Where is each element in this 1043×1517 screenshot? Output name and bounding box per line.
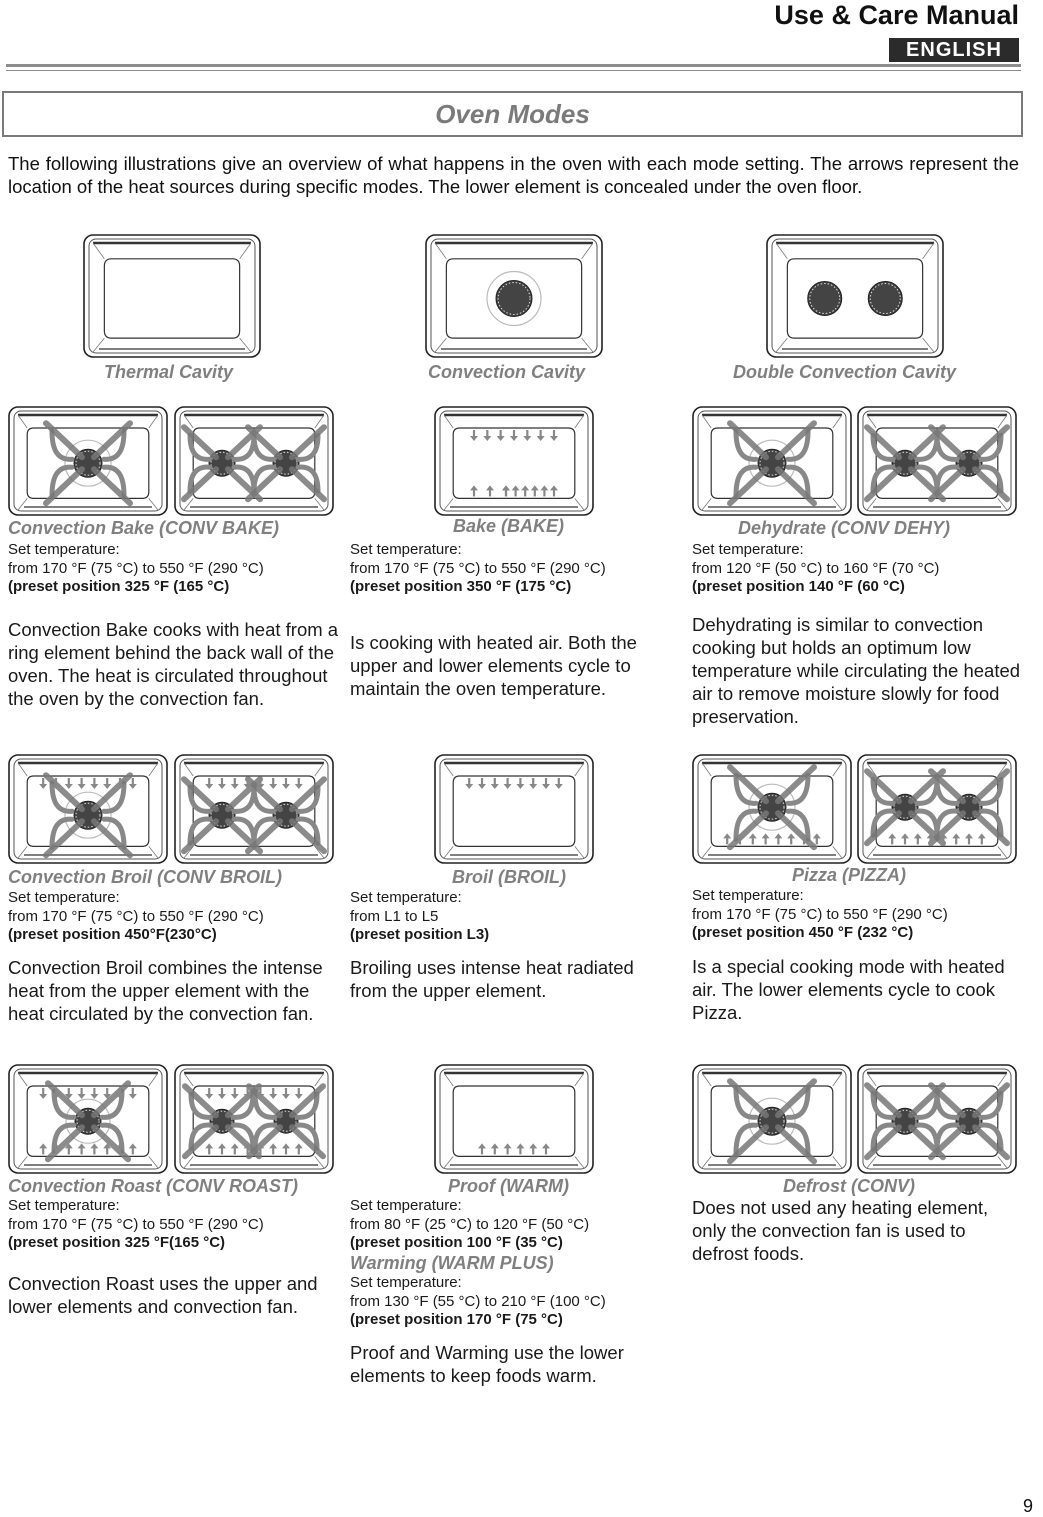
- set-temperature-label: Set temperature:: [692, 541, 804, 558]
- mode-settings: [8, 541, 338, 597]
- temperature-range: from 170 °F (75 °C) to 550 °F (290 °C): [8, 1215, 264, 1233]
- mode-title: Convection Broil (CONV BROIL): [8, 867, 282, 887]
- oven-illustration: [434, 754, 594, 864]
- preset-position: (preset position 325 °F(165 °C): [8, 1234, 226, 1251]
- mode-settings: [8, 1197, 338, 1253]
- set-temperature-label: Set temperature:: [350, 889, 462, 906]
- cavity-caption: Thermal Cavity: [104, 362, 234, 382]
- document-title: Use & Care Manual: [774, 0, 1019, 30]
- oven-illustration: [692, 754, 852, 864]
- fan-icon: [868, 281, 902, 315]
- oven-illustration: [766, 234, 944, 358]
- mode-title: Warming (WARM PLUS): [350, 1253, 554, 1273]
- mode-title: Broil (BROIL): [452, 867, 566, 887]
- preset-position: (preset position 450 °F (232 °C): [692, 924, 914, 941]
- header-rule: [6, 64, 1021, 67]
- oven-illustration: [692, 1064, 852, 1174]
- mode-settings: [350, 1274, 680, 1330]
- mode-settings: [350, 541, 680, 597]
- mode-description: Is cooking with heated air. Both the upper and lower elements cycle to maintain the oven temperature.: [350, 632, 637, 699]
- fan-icon: [808, 281, 842, 315]
- temperature-range: from L1 to L5: [350, 907, 439, 925]
- set-temperature-label: Set temperature:: [8, 1197, 120, 1214]
- preset-position: (preset position L3): [350, 926, 490, 943]
- oven-illustration: [83, 234, 261, 358]
- preset-position: (preset position 350 °F (175 °C): [350, 578, 572, 595]
- temperature-range: from 170 °F (75 °C) to 550 °F (290 °C): [8, 907, 264, 925]
- mode-description: Convection Broil combines the intense heat from the upper element with the heat circulated by the convection fan.: [8, 957, 323, 1024]
- mode-title: Defrost (CONV): [783, 1176, 916, 1196]
- preset-position: (preset position 450°F(230°C): [8, 926, 217, 943]
- mode-title: Pizza (PIZZA): [792, 865, 907, 885]
- language-badge: ENGLISH: [889, 38, 1019, 62]
- mode-description: Broiling uses intense heat radiated from the upper element.: [350, 957, 634, 1001]
- mode-title: Bake (BAKE): [453, 516, 565, 536]
- mode-settings: [692, 887, 1022, 943]
- cavity-caption: Double Convection Cavity: [733, 362, 957, 382]
- fan-icon: [496, 280, 532, 316]
- oven-illustration: [174, 1064, 334, 1174]
- oven-illustration: [857, 1064, 1017, 1174]
- oven-illustration: [174, 754, 334, 864]
- mode-description: Convection Bake cooks with heat from a ring element behind the back wall of the oven. The heat is circulated throughout the oven by the convection fan.: [8, 619, 339, 709]
- oven-illustration: [434, 406, 594, 516]
- preset-position: (preset position 100 °F (35 °C): [350, 1234, 563, 1251]
- preset-position: (preset position 140 °F (60 °C): [692, 578, 905, 595]
- oven-illustration: [857, 754, 1017, 864]
- oven-illustration: [8, 406, 168, 516]
- section-title: Oven Modes: [435, 99, 590, 129]
- intro-paragraph: The following illustrations give an overview of what happens in the oven with each mode setting. The arrows represent the location of the heat sources during specific modes. The lower element is concealed under the oven floor.: [8, 153, 1019, 197]
- oven-illustration: [174, 406, 334, 516]
- mode-description: Convection Roast uses the upper and lower elements and convection fan.: [8, 1273, 318, 1317]
- cavity-caption: Convection Cavity: [428, 362, 586, 382]
- temperature-range: from 80 °F (25 °C) to 120 °F (50 °C): [350, 1215, 590, 1233]
- page-number: 9: [1022, 1496, 1033, 1516]
- mode-settings: [350, 889, 680, 945]
- mode-settings: [8, 889, 338, 945]
- temperature-range: from 170 °F (75 °C) to 550 °F (290 °C): [350, 559, 606, 577]
- preset-position: (preset position 325 °F (165 °C): [8, 578, 230, 595]
- oven-illustration: [8, 1064, 168, 1174]
- mode-title: Proof (WARM): [448, 1176, 569, 1196]
- section-title-box: [2, 91, 1023, 137]
- mode-title: Convection Bake (CONV BAKE): [8, 518, 280, 538]
- mode-description: Proof and Warming use the lower elements to keep foods warm.: [350, 1342, 624, 1386]
- mode-title: Convection Roast (CONV ROAST): [8, 1176, 299, 1196]
- set-temperature-label: Set temperature:: [350, 541, 462, 558]
- oven-illustration: [692, 406, 852, 516]
- mode-settings: [350, 1197, 680, 1253]
- set-temperature-label: Set temperature:: [8, 541, 120, 558]
- mode-settings: [692, 541, 1022, 597]
- mode-title: Dehydrate (CONV DEHY): [738, 518, 951, 538]
- header-rule-thin: [6, 70, 1021, 71]
- set-temperature-label: Set temperature:: [350, 1197, 462, 1214]
- set-temperature-label: Set temperature:: [692, 887, 804, 904]
- temperature-range: from 170 °F (75 °C) to 550 °F (290 °C): [8, 559, 264, 577]
- temperature-range: from 120 °F (50 °C) to 160 °F (70 °C): [692, 559, 940, 577]
- oven-illustration: [8, 754, 168, 864]
- set-temperature-label: Set temperature:: [8, 889, 120, 906]
- oven-illustration: [425, 234, 603, 358]
- set-temperature-label: Set temperature:: [350, 1274, 462, 1291]
- mode-description: Dehydrating is similar to convection cooking but holds an optimum low temperature while circulating the heated air to remove moisture slowly for food preservation.: [692, 614, 1021, 727]
- oven-illustration: [434, 1064, 594, 1174]
- mode-description: Does not used any heating element, only the convection fan is used to defrost foods.: [692, 1197, 989, 1264]
- mode-description: Is a special cooking mode with heated air. The lower elements cycle to cook Pizza.: [692, 956, 1005, 1023]
- temperature-range: from 170 °F (75 °C) to 550 °F (290 °C): [692, 905, 948, 923]
- temperature-range: from 130 °F (55 °C) to 210 °F (100 °C): [350, 1292, 606, 1310]
- oven-illustration: [857, 406, 1017, 516]
- preset-position: (preset position 170 °F (75 °C): [350, 1311, 563, 1328]
